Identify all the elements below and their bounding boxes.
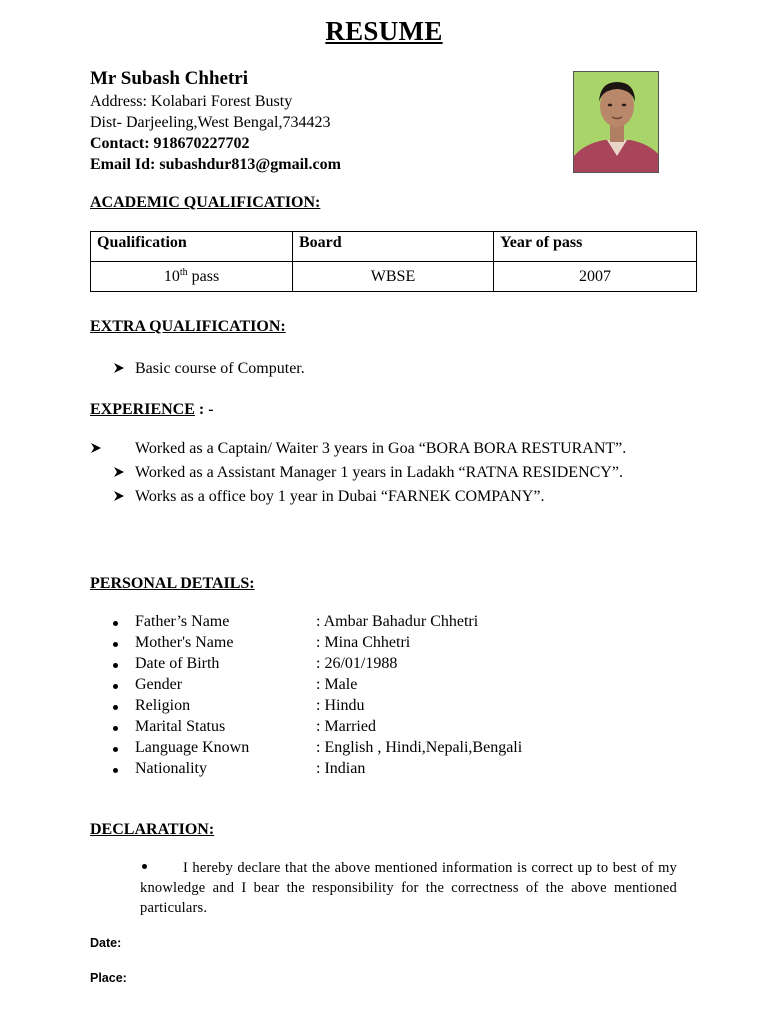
email-line: Email Id: subashdur813@gmail.com	[90, 156, 341, 173]
address-line: Address: Kolabari Forest Busty	[90, 93, 293, 110]
experience-heading: EXPERIENCE : -	[90, 401, 214, 418]
column-header-year: Year of pass	[494, 232, 697, 262]
declaration-heading: DECLARATION:	[90, 821, 215, 838]
table-header-row	[91, 232, 697, 262]
cell-qualification: 10th pass	[91, 262, 293, 292]
cell-year: 2007	[494, 262, 697, 292]
personal-heading: PERSONAL DETAILS:	[90, 575, 255, 592]
declaration-text: I hereby declare that the above mentioned information is correct up to best of my knowledge and I bear the responsibility for the correctness of the above mentioned particulars.	[140, 860, 677, 916]
academic-heading: ACADEMIC QUALIFICATION:	[90, 194, 321, 211]
person-portrait-icon	[574, 72, 659, 173]
extra-heading: EXTRA QUALIFICATION:	[90, 318, 286, 335]
list-item: Works as a office boy 1 year in Dubai “FARNEK COMPANY”.	[113, 488, 125, 506]
column-header-board: Board	[293, 232, 494, 262]
arrow-bullet-icon	[113, 362, 125, 374]
applicant-name: Mr Subash Chhetri	[90, 68, 249, 89]
list-item: Worked as a Captain/ Waiter 3 years in Goa “BORA BORA RESTURANT”.	[90, 440, 102, 458]
date-label: Date:	[90, 936, 122, 950]
list-item: Basic course of Computer.	[113, 360, 125, 378]
list-item: Worked as a Assistant Manager 1 years in Ladakh “RATNA RESIDENCY”.	[113, 464, 125, 482]
resume-page: RESUME Mr Subash Chhetri Address: Kolabari Forest Busty Dist- Darjeeling,West Bengal,734423 Contact: 918670227702 Email Id: subashdur813@gmail.com ACADEMIC QUALIFICATION: Qualification Board Year of pass 10th pass WBSE 2007 EXTRA QUALIFICATION: Basic course of Computer. EXPERIENCE : - Worked as a Captain/ Waiter 3 years in Goa “BORA BORA RESTURANT”. Worked as a Assistant Manager 1 years in Ladakh “RATNA RESIDENCY”. Works as a office boy 1 year in Dubai “FARNEK COMPANY”. PERSONAL DETAILS: Father’s Name : Ambar Bahadur Chhetri Mother's Name : Mina Chhetri Date of Birth : 26/01/1988 Gender : Male Religion : Hindu Marital Status : Married Language Known : English , Hindi,Nepali,Bengali Nationality : Indian DECLARATION: I hereby declare that the above mentioned information is correct up to best of my knowledge and I bear the responsibility for the correctness of the above mentioned particulars. Date: Place:	[0, 0, 768, 1024]
place-label: Place:	[90, 971, 127, 985]
cell-board: WBSE	[293, 262, 494, 292]
document-title: RESUME	[325, 16, 443, 46]
arrow-bullet-icon	[113, 466, 125, 478]
academic-table	[90, 231, 697, 292]
table-row	[91, 262, 697, 292]
arrow-bullet-icon	[113, 490, 125, 502]
district-line: Dist- Darjeeling,West Bengal,734423	[90, 114, 331, 131]
arrow-bullet-icon	[90, 442, 102, 454]
contact-line: Contact: 918670227702	[90, 135, 250, 152]
profile-photo	[573, 71, 659, 173]
column-header-qualification: Qualification	[91, 232, 293, 262]
